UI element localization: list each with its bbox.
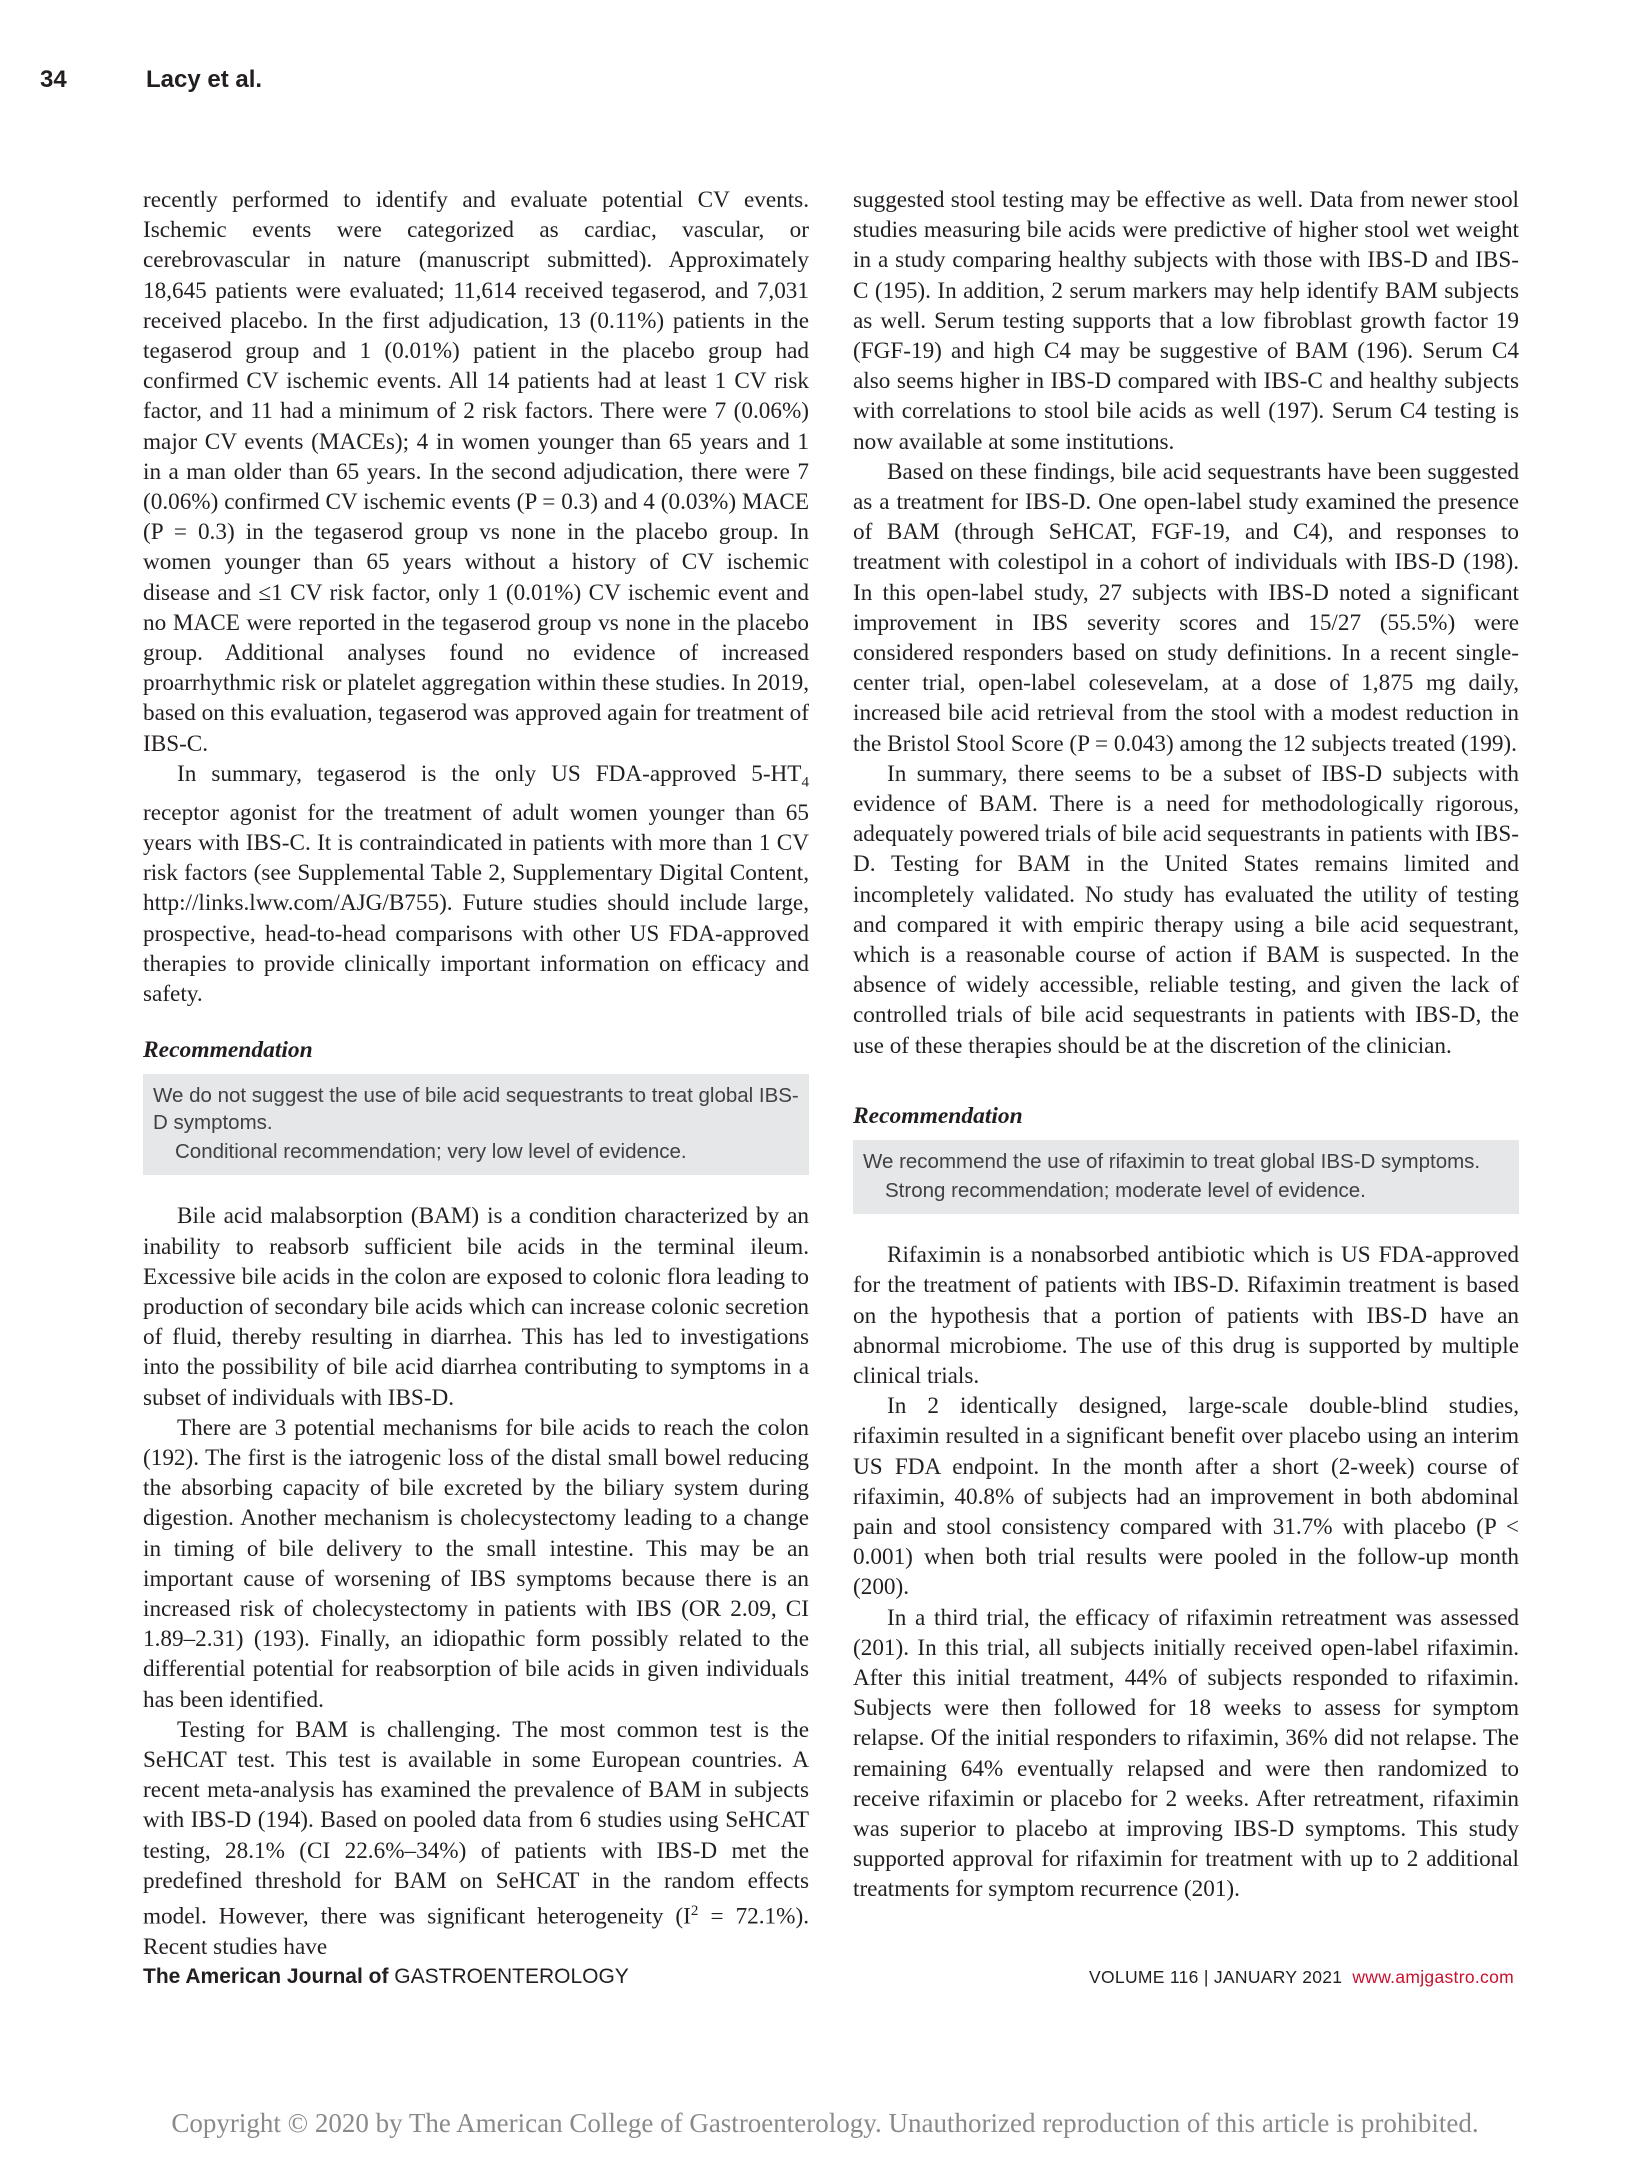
journal-name xyxy=(143,1965,629,1989)
journal-url-link[interactable]: www.amjgastro.com xyxy=(1352,1967,1514,1987)
subscript: 4 xyxy=(801,774,809,791)
running-author: Lacy et al. xyxy=(146,66,263,93)
recommendation-text: We recommend the use of rifaximin to treat global IBS-D symptoms. xyxy=(863,1150,1481,1174)
copyright-notice: Copyright © 2020 by The American College of Gastroenterology. Unauthorized reproduction of this article is prohibited. xyxy=(171,2108,1479,2138)
recommendation-strength: Strong recommendation; moderate level of evidence. xyxy=(885,1179,1366,1203)
paragraph: Bile acid malabsorption (BAM) is a condition characterized by an inability to reabsorb sufficient bile acids in the terminal ileum. Excessive bile acids in the colon are exposed to colonic flora leading to production of secondary bile acids which can increase colonic secretion of fluid, thereby resulting in diarrhea. This has led to investigations into the possibility of bile acid diarrhea contributing to symptoms in a subset of individuals with IBS-D. xyxy=(143,1203,809,1411)
running-header xyxy=(40,66,262,94)
journal-name-prefix: The American Journal of xyxy=(143,1965,395,1988)
right-column xyxy=(853,185,1519,1905)
volume-issue: VOLUME 116 | JANUARY 2021 xyxy=(1089,1967,1343,1987)
page-number: 34 xyxy=(40,66,67,93)
journal-name-suffix: GASTROENTEROLOGY xyxy=(394,1965,629,1988)
left-column xyxy=(143,185,809,1962)
footer-issue xyxy=(1089,1967,1514,1988)
text-run: = 72.1%). Recent studies have xyxy=(143,1903,809,1960)
paragraph: In a third trial, the efficacy of rifaximin retreatment was assessed (201). In this trial, all subjects initially received open-label rifaximin. After this initial treatment, 44% of subjects responded to rifaximin. Subjects were then followed for 18 weeks to assess for symptom relapse. Of the initial responders to rifaximin, 36% did not relapse. The remaining 64% eventually relapsed and were then randomized to receive rifaximin or placebo for 2 weeks. After retreatment, rifaximin was superior to placebo at improving IBS-D symptoms. This study supported approval for rifaximin for treatment with up to 2 additional treatments for symptom recurrence (201). xyxy=(853,1604,1519,1903)
recommendation-text: We do not suggest the use of bile acid sequestrants to treat global IBS-D symptoms. xyxy=(153,1084,799,1135)
paragraph: There are 3 potential mechanisms for bile acids to reach the colon (192). The first is the iatrogenic loss of the distal small bowel reducing the absorbing capacity of bile excreted by the biliary system during digestion. Another mechanism is cholecystectomy leading to a change in timing of bile delivery to the small intestine. This may be an important cause of worsening of IBS symptoms because there is an increased risk of cholecystectomy in patients with IBS (OR 2.09, CI 1.89–2.31) (193). Finally, an idiopathic form possibly related to the differential potential for reabsorption of bile acids in given individuals has been identified. xyxy=(143,1414,809,1713)
paragraph: In 2 identically designed, large-scale double-blind studies, rifaximin resulted in a significant benefit over placebo using an interim US FDA endpoint. In the month after a short (2-week) course of rifaximin, 40.8% of subjects had an improvement in both abdominal pain and stool consistency compared with 31.7% with placebo (P < 0.001) when both trial results were pooled in the follow-up month (200). xyxy=(853,1393,1519,1601)
paragraph xyxy=(143,759,809,1009)
recommendation-box xyxy=(853,1140,1519,1214)
paragraph: recently performed to identify and evaluate potential CV events. Ischemic events were categorized as cardiac, vascular, or cerebrovascular in nature (manuscript submitted). Approximately 18,645 patients were evaluated; 11,614 received tegaserod, and 7,031 received placebo. In the first adjudication, 13 (0.11%) patients in the tegaserod group and 1 (0.01%) patient in the placebo group had confirmed CV ischemic events. All 14 patients had at least 1 CV risk factor, and 11 had a minimum of 2 risk factors. There were 7 (0.06%) major CV events (MACEs); 4 in women younger than 65 years and 1 in a man older than 65 years. In the second adjudication, there were 7 (0.06%) confirmed CV ischemic events (P = 0.3) and 4 (0.03%) MACE (P = 0.3) in the tegaserod group vs none in the placebo group. In women younger than 65 years without a history of CV ischemic disease and ≤1 CV risk factor, only 1 (0.01%) CV ischemic event and no MACE were reported in the tegaserod group vs none in the placebo group. Additional analyses found no evidence of increased proarrhythmic risk or platelet aggregation within these studies. In 2019, based on this evaluation, tegaserod was approved again for treatment of IBS-C. xyxy=(143,187,809,757)
paragraph: In summary, there seems to be a subset of IBS-D subjects with evidence of BAM. There is a need for methodologically rigorous, adequately powered trials of bile acid sequestrants in patients with IBS-D. Testing for BAM in the United States remains limited and incompletely validated. No study has evaluated the utility of testing and compared it with empiric therapy using a bile acid sequestrant, which is a reasonable course of action if BAM is suspected. In the absence of widely accessible, reliable testing, and given the lack of controlled trials of bile acid sequestrants in patients with IBS-D, the use of these therapies should be at the discretion of the clinician. xyxy=(853,760,1519,1059)
recommendation-heading: Recommendation xyxy=(143,1037,313,1064)
paragraph: Rifaximin is a nonabsorbed antibiotic which is US FDA-approved for the treatment of patients with IBS-D. Rifaximin treatment is based on the hypothesis that a portion of patients with IBS-D have an abnormal microbiome. The use of this drug is supported by multiple clinical trials. xyxy=(853,1242,1519,1389)
recommendation-heading: Recommendation xyxy=(853,1102,1023,1129)
paragraph xyxy=(143,1715,809,1962)
text-run: In summary, tegaserod is the only US FDA-approved 5-HT xyxy=(177,760,802,787)
recommendation-strength: Conditional recommendation; very low level of evidence. xyxy=(175,1140,687,1164)
recommendation-box xyxy=(143,1074,809,1175)
text-run: receptor agonist for the treatment of adult women younger than 65 years with IBS-C. It is contraindicated in patients with more than 1 CV risk factors (see Supplemental Table 2, Supplementary Digital Content, http://links.lww.com/AJG/B755). Future studies should include large, prospective, head-to-head comparisons with other US FDA-approved therapies to provide clinically important information on efficacy and safety. xyxy=(143,799,809,1007)
paragraph: suggested stool testing may be effective as well. Data from newer stool studies measuring bile acids were predictive of higher stool wet weight in a study comparing healthy subjects with those with IBS-D and IBS-C (195). In addition, 2 serum markers may help identify BAM subjects as well. Serum testing supports that a low fibroblast growth factor 19 (FGF-19) and high C4 may be suggestive of BAM (196). Serum C4 also seems higher in IBS-D compared with IBS-C and healthy subjects with correlations to stool bile acids as well (197). Serum C4 testing is now available at some institutions. xyxy=(853,187,1519,455)
paragraph: Based on these findings, bile acid sequestrants have been suggested as a treatment for IBS-D. One open-label study examined the presence of BAM (through SeHCAT, FGF-19, and C4), and responses to treatment with colestipol in a cohort of individuals with IBS-D (198). In this open-label study, 27 subjects with IBS-D noted a significant improvement in IBS severity scores and 15/27 (55.5%) were considered responders based on study definitions. In a recent single-center trial, open-label colesevelam, at a dose of 1,875 mg daily, increased bile acid retrieval from the stool with a modest reduction in the Bristol Stool Score (P = 0.043) among the 12 subjects treated (199). xyxy=(853,458,1519,757)
superscript: 2 xyxy=(690,1903,699,1919)
text-run: Testing for BAM is challenging. The most common test is the SeHCAT test. This test is available in some European countries. A recent meta-analysis has examined the prevalence of BAM in subjects with IBS-D (194). Based on pooled data from 6 studies using SeHCAT testing, 28.1% (CI 22.6%–34%) of patients with IBS-D met the predefined threshold for BAM on SeHCAT in the random effects model. However, there was significant heterogeneity (I xyxy=(143,1716,809,1930)
